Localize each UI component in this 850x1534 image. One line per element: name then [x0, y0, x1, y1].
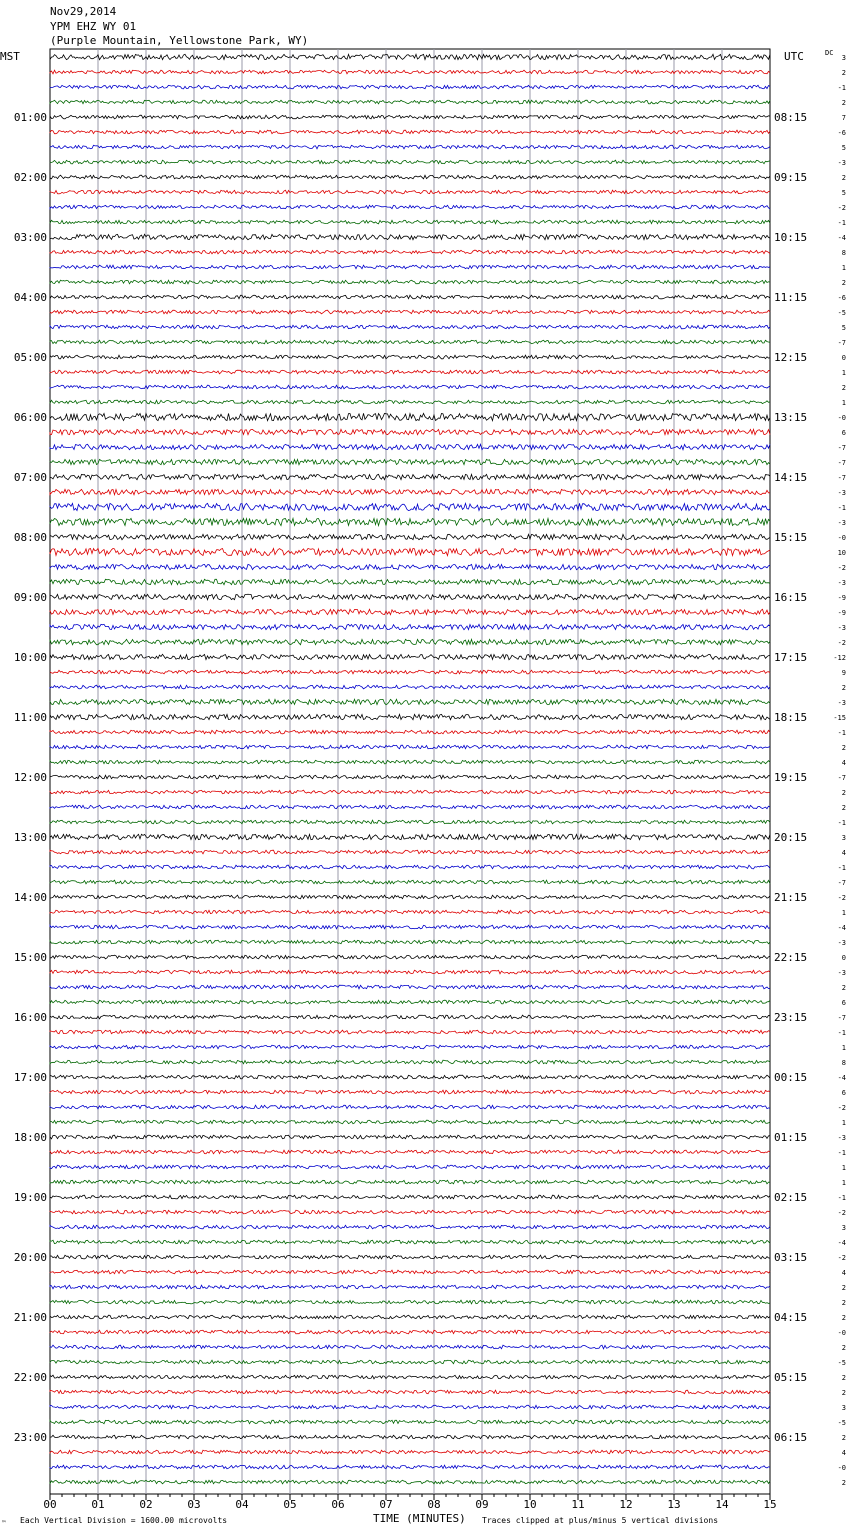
seismic-trace: [50, 1060, 770, 1064]
seismic-trace: [50, 834, 770, 839]
dc-offset-value: -4: [837, 924, 846, 932]
dc-offset-value: -7: [837, 774, 846, 782]
mst-hour-label: 05:00: [13, 351, 47, 364]
seismic-trace: [50, 265, 770, 269]
dc-offset-value: 2: [841, 1389, 846, 1397]
seismic-trace: [50, 54, 770, 59]
x-tick-label: 05: [283, 1498, 297, 1511]
seismic-trace: [50, 1180, 770, 1184]
seismic-trace: [50, 1300, 770, 1304]
seismic-trace: [50, 745, 770, 749]
dc-offset-value: -3: [837, 489, 846, 497]
dc-offset-value: 4: [841, 1449, 846, 1457]
mst-hour-label: 14:00: [13, 891, 47, 904]
seismic-trace: [50, 1225, 770, 1229]
mst-hour-label: 12:00: [13, 771, 47, 784]
x-tick-label: 09: [475, 1498, 489, 1511]
seismic-trace: [50, 1375, 770, 1379]
seismic-trace: [50, 1195, 770, 1199]
seismic-trace: [50, 895, 770, 899]
dc-offset-header: DC: [825, 49, 834, 57]
seismic-trace: [50, 1285, 770, 1289]
dc-offset-value: 1: [841, 1179, 846, 1187]
dc-offset-value: -1: [837, 819, 846, 827]
seismic-trace: [50, 534, 770, 539]
utc-hour-label: 17:15: [774, 651, 808, 664]
dc-offset-value: 4: [841, 759, 846, 767]
seismic-trace: [50, 925, 770, 929]
dc-offset-value: 1: [841, 1164, 846, 1172]
seismic-trace: [50, 970, 770, 974]
x-tick-label: 14: [715, 1498, 729, 1511]
seismic-trace: [50, 1135, 770, 1139]
seismic-trace: [50, 444, 770, 449]
seismic-trace: [50, 205, 770, 209]
dc-offset-value: -3: [837, 624, 846, 632]
dc-offset-value: 2: [841, 99, 846, 107]
mst-hour-label: 20:00: [13, 1251, 47, 1264]
dc-offset-value: -1: [837, 1029, 846, 1037]
seismic-trace: [50, 820, 770, 824]
x-tick-label: 04: [235, 1498, 249, 1511]
dc-offset-value: 3: [841, 1224, 846, 1232]
dc-offset-value: 2: [841, 1374, 846, 1382]
seismic-trace: [50, 1075, 770, 1079]
seismic-trace: [50, 850, 770, 854]
seismic-trace: [50, 413, 770, 420]
seismic-trace: [50, 940, 770, 944]
seismic-trace: [50, 1255, 770, 1259]
dc-offset-value: -2: [837, 1209, 846, 1217]
dc-offset-value: -2: [837, 639, 846, 647]
dc-offset-value: 1: [841, 399, 846, 407]
seismic-trace: [50, 760, 770, 764]
right-timezone-label: UTC: [784, 50, 804, 63]
dc-offset-value: -3: [837, 579, 846, 587]
seismic-trace: [50, 564, 770, 569]
dc-offset-value: -5: [837, 309, 846, 317]
seismic-trace: [50, 340, 770, 344]
seismic-trace: [50, 548, 770, 555]
dc-offset-value: -6: [837, 129, 846, 137]
seismic-trace: [50, 115, 770, 119]
dc-offset-value: 2: [841, 174, 846, 182]
mst-hour-label: 10:00: [13, 651, 47, 664]
dc-offset-value: -0: [837, 1329, 846, 1337]
seismic-trace: [50, 955, 770, 959]
utc-hour-label: 13:15: [774, 411, 808, 424]
seismic-trace: [50, 670, 770, 674]
dc-offset-value: 2: [841, 804, 846, 812]
dc-offset-value: -3: [837, 969, 846, 977]
mst-hour-label: 19:00: [13, 1191, 47, 1204]
mst-hour-label: 07:00: [13, 471, 47, 484]
seismic-trace: [50, 459, 770, 464]
dc-offset-value: 2: [841, 384, 846, 392]
seismic-trace: [50, 865, 770, 869]
seismic-trace: [50, 400, 770, 404]
dc-offset-value: -2: [837, 564, 846, 572]
dc-offset-value: -3: [837, 159, 846, 167]
utc-hour-label: 21:15: [774, 891, 808, 904]
seismic-trace: [50, 429, 770, 434]
dc-offset-value: 6: [841, 1089, 846, 1097]
dc-offset-value: -1: [837, 1194, 846, 1202]
seismic-trace: [50, 790, 770, 794]
seismic-trace: [50, 145, 770, 149]
seismic-trace: [50, 1240, 770, 1244]
dc-offset-value: -2: [837, 204, 846, 212]
utc-hour-label: 11:15: [774, 291, 808, 304]
dc-offset-value: -1: [837, 219, 846, 227]
x-tick-label: 08: [427, 1498, 441, 1511]
mst-hour-label: 13:00: [13, 831, 47, 844]
utc-hour-label: 16:15: [774, 591, 808, 604]
seismic-trace: [50, 699, 770, 704]
dc-offset-value: -4: [837, 1239, 846, 1247]
seismic-trace: [50, 100, 770, 104]
dc-offset-value: -7: [837, 879, 846, 887]
seismic-trace: [50, 1450, 770, 1454]
dc-offset-value: -3: [837, 939, 846, 947]
utc-hour-label: 23:15: [774, 1011, 808, 1024]
dc-offset-value: -7: [837, 474, 846, 482]
x-tick-label: 12: [619, 1498, 633, 1511]
utc-hour-label: 00:15: [774, 1071, 808, 1084]
dc-offset-value: 2: [841, 1284, 846, 1292]
x-tick-label: 03: [187, 1498, 201, 1511]
mst-hour-label: 21:00: [13, 1311, 47, 1324]
dc-offset-value: -1: [837, 504, 846, 512]
station-location: (Purple Mountain, Yellowstone Park, WY): [50, 34, 309, 47]
dc-offset-value: 2: [841, 1314, 846, 1322]
dc-offset-value: 3: [841, 1404, 846, 1412]
utc-hour-label: 15:15: [774, 531, 808, 544]
utc-hour-label: 02:15: [774, 1191, 808, 1204]
dc-offset-value: 0: [841, 354, 846, 362]
dc-offset-value: 2: [841, 789, 846, 797]
seismic-trace: [50, 1465, 770, 1469]
seismic-trace: [50, 579, 770, 584]
dc-offset-value: 2: [841, 279, 846, 287]
seismic-trace: [50, 518, 770, 525]
utc-hour-label: 03:15: [774, 1251, 808, 1264]
dc-offset-value: 2: [841, 69, 846, 77]
x-tick-label: 13: [667, 1498, 681, 1511]
seismic-trace: [50, 130, 770, 134]
mst-hour-label: 03:00: [13, 231, 47, 244]
dc-offset-value: 9: [841, 669, 846, 677]
seismic-trace: [50, 160, 770, 164]
seismic-trace: [50, 1150, 770, 1154]
mst-hour-label: 08:00: [13, 531, 47, 544]
dc-offset-value: -4: [837, 1074, 846, 1082]
seismic-trace: [50, 85, 770, 89]
dc-offset-value: 2: [841, 744, 846, 752]
dc-offset-value: -1: [837, 729, 846, 737]
dc-offset-value: -2: [837, 1104, 846, 1112]
seismic-trace: [50, 1405, 770, 1409]
seismic-trace: [50, 609, 770, 614]
utc-hour-label: 18:15: [774, 711, 808, 724]
dc-offset-value: -4: [837, 234, 846, 242]
seismic-trace: [50, 730, 770, 734]
dc-offset-value: -2: [837, 894, 846, 902]
seismic-trace: [50, 250, 770, 254]
dc-offset-value: -1: [837, 84, 846, 92]
seismic-trace: [50, 1420, 770, 1424]
seismic-trace: [50, 880, 770, 884]
mst-hour-label: 15:00: [13, 951, 47, 964]
utc-hour-label: 05:15: [774, 1371, 808, 1384]
utc-hour-label: 08:15: [774, 111, 808, 124]
seismic-trace: [50, 1270, 770, 1274]
seismic-trace: [50, 1105, 770, 1109]
dc-offset-value: 3: [841, 54, 846, 62]
seismic-trace: [50, 714, 770, 719]
dc-offset-value: 2: [841, 1434, 846, 1442]
left-timezone-label: MST: [0, 50, 20, 63]
dc-offset-value: 5: [841, 144, 846, 152]
dc-offset-value: 2: [841, 684, 846, 692]
x-tick-label: 00: [43, 1498, 57, 1511]
dc-offset-value: -7: [837, 459, 846, 467]
seismic-trace: [50, 685, 770, 689]
dc-offset-value: 0: [841, 954, 846, 962]
dc-offset-value: 6: [841, 429, 846, 437]
dc-offset-value: -5: [837, 1359, 846, 1367]
dc-offset-value: -3: [837, 1134, 846, 1142]
mst-hour-label: 16:00: [13, 1011, 47, 1024]
utc-hour-label: 01:15: [774, 1131, 808, 1144]
dc-offset-value: -0: [837, 1464, 846, 1472]
utc-hour-label: 04:15: [774, 1311, 808, 1324]
seismic-trace: [50, 355, 770, 359]
x-tick-label: 02: [139, 1498, 153, 1511]
seismic-trace: [50, 775, 770, 779]
mst-hour-label: 23:00: [13, 1431, 47, 1444]
dc-offset-value: 1: [841, 1119, 846, 1127]
seismic-trace: [50, 1390, 770, 1394]
seismic-trace: [50, 1090, 770, 1094]
mst-hour-label: 06:00: [13, 411, 47, 424]
dc-offset-value: -1: [837, 1149, 846, 1157]
dc-offset-value: 2: [841, 1479, 846, 1487]
mst-hour-label: 11:00: [13, 711, 47, 724]
seismic-trace: [50, 280, 770, 284]
mst-hour-label: 18:00: [13, 1131, 47, 1144]
seismic-trace: [50, 385, 770, 389]
dc-offset-value: -1: [837, 864, 846, 872]
dc-offset-value: 4: [841, 849, 846, 857]
dc-offset-value: 2: [841, 1344, 846, 1352]
seismic-trace: [50, 175, 770, 179]
seismic-trace: [50, 910, 770, 914]
seismic-trace: [50, 1120, 770, 1124]
seismic-trace: [50, 624, 770, 629]
utc-hour-label: 12:15: [774, 351, 808, 364]
x-tick-label: 06: [331, 1498, 345, 1511]
seismic-trace: [50, 295, 770, 299]
dc-offset-value: 3: [841, 834, 846, 842]
dc-offset-value: -3: [837, 519, 846, 527]
dc-offset-value: 5: [841, 324, 846, 332]
utc-hour-label: 10:15: [774, 231, 808, 244]
utc-hour-label: 09:15: [774, 171, 808, 184]
dc-offset-value: 4: [841, 1269, 846, 1277]
dc-offset-value: -15: [833, 714, 846, 722]
dc-offset-value: -2: [837, 1254, 846, 1262]
dc-offset-value: -0: [837, 534, 846, 542]
dc-offset-value: -7: [837, 339, 846, 347]
dc-offset-value: -7: [837, 1014, 846, 1022]
dc-offset-value: -5: [837, 1419, 846, 1427]
seismic-trace: [50, 1360, 770, 1364]
dc-offset-value: -7: [837, 444, 846, 452]
seismic-trace: [50, 1480, 770, 1484]
dc-offset-value: -9: [837, 609, 846, 617]
seismic-trace: [50, 1330, 770, 1334]
dc-offset-value: 5: [841, 189, 846, 197]
mst-hour-label: 17:00: [13, 1071, 47, 1084]
utc-hour-label: 20:15: [774, 831, 808, 844]
seismic-trace: [50, 1045, 770, 1049]
station-code: YPM EHZ WY 01: [50, 20, 137, 33]
seismic-trace: [50, 220, 770, 224]
seismic-trace: [50, 639, 770, 644]
seismic-trace: [50, 654, 770, 659]
dc-offset-value: -3: [837, 699, 846, 707]
dc-offset-value: 2: [841, 1299, 846, 1307]
seismic-trace: [50, 1210, 770, 1214]
dc-offset-value: 1: [841, 1044, 846, 1052]
dc-offset-value: -9: [837, 594, 846, 602]
utc-hour-label: 06:15: [774, 1431, 808, 1444]
seismic-trace: [50, 474, 770, 479]
x-tick-label: 15: [763, 1498, 777, 1511]
dc-offset-value: 10: [837, 549, 846, 557]
seismic-trace: [50, 985, 770, 989]
x-axis-label: TIME (MINUTES): [373, 1512, 466, 1525]
utc-hour-label: 19:15: [774, 771, 808, 784]
x-tick-label: 11: [571, 1498, 585, 1511]
dc-offset-value: 8: [841, 249, 846, 257]
seismic-trace: [50, 310, 770, 314]
seismic-trace: [50, 1345, 770, 1349]
seismic-trace: [50, 1165, 770, 1169]
dc-offset-value: 2: [841, 984, 846, 992]
mst-hour-label: 04:00: [13, 291, 47, 304]
dc-offset-value: 6: [841, 999, 846, 1007]
seismic-trace: [50, 234, 770, 239]
dc-offset-value: 1: [841, 369, 846, 377]
utc-hour-label: 14:15: [774, 471, 808, 484]
seismic-trace: [50, 1015, 770, 1019]
x-tick-label: 10: [523, 1498, 537, 1511]
utc-hour-label: 22:15: [774, 951, 808, 964]
seismic-trace: [50, 325, 770, 329]
dc-offset-value: 7: [841, 114, 846, 122]
seismic-trace: [50, 489, 770, 494]
dc-offset-value: 1: [841, 264, 846, 272]
seismic-trace: [50, 1030, 770, 1034]
seismic-trace: [50, 1435, 770, 1439]
seismic-trace: [50, 1000, 770, 1004]
x-tick-label: 07: [379, 1498, 393, 1511]
clip-note: Traces clipped at plus/minus 5 vertical divisions: [482, 1516, 719, 1525]
dc-offset-value: -0: [837, 414, 846, 422]
seismic-trace: [50, 370, 770, 374]
mst-hour-label: 22:00: [13, 1371, 47, 1384]
mst-hour-label: 01:00: [13, 111, 47, 124]
seismic-trace: [50, 503, 770, 510]
dc-offset-value: -6: [837, 294, 846, 302]
mst-hour-label: 02:00: [13, 171, 47, 184]
seismic-trace: [50, 594, 770, 599]
scale-note: Each Vertical Division = 1600.00 microvolts: [20, 1516, 228, 1525]
seismic-trace: [50, 70, 770, 74]
x-tick-label: 01: [91, 1498, 105, 1511]
seismic-trace: [50, 190, 770, 194]
dc-offset-value: -12: [833, 654, 846, 662]
plot-date: Nov29,2014: [50, 5, 117, 18]
mst-hour-label: 09:00: [13, 591, 47, 604]
dc-offset-value: 1: [841, 909, 846, 917]
dc-offset-value: 8: [841, 1059, 846, 1067]
seismic-trace: [50, 805, 770, 809]
corner-mark: ™: [2, 1520, 6, 1527]
seismic-trace: [50, 1315, 770, 1319]
